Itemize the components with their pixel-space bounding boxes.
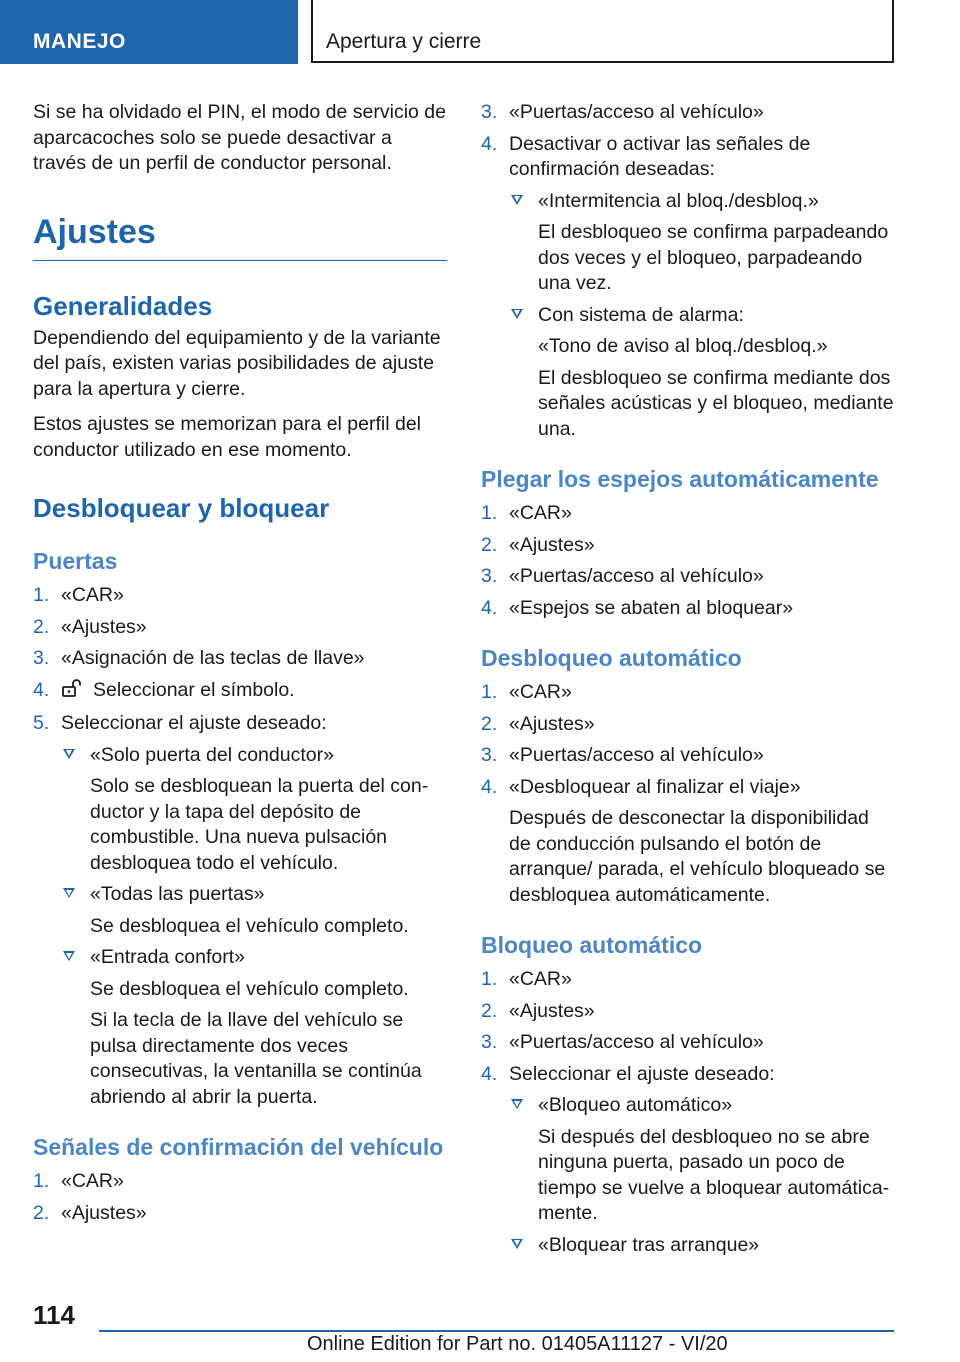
list-item: 1. «CAR»: [481, 968, 572, 990]
triangle-bullet-icon: [511, 309, 523, 319]
page-number: 114: [33, 1300, 75, 1330]
list-item: 1. «CAR»: [481, 681, 572, 703]
senales-steps-part1: [33, 1169, 447, 1226]
heading-generalidades: Generalidades: [33, 290, 213, 321]
heading-ajustes: Ajustes: [33, 213, 447, 261]
list-item: 1. «CAR»: [33, 1170, 124, 1192]
unlock-icon: [61, 678, 83, 706]
section-title: Apertura y cierre: [326, 30, 482, 53]
triangle-bullet-icon: [63, 951, 75, 961]
list-item: 2. «Ajustes»: [481, 533, 595, 556]
footer-divider: [99, 1330, 894, 1332]
list-item: 5. Seleccionar el ajuste deseado: «Solo puerta del conductor» Solo se desbloquean la puerta del conductor y la tapa del depósito de combustible. Una nueva pulsación desbloquea todo el vehículo. «Todas las puertas» Se desbloquea el vehículo completo. «Entrada confort» Se desbloquea el vehículo completo. Si la tecla de la llave del vehículo se pulsa directamente dos veces consecutivas, la ventanilla se continúa abriendo al abrir la puerta.: [33, 711, 447, 1110]
left-column: [33, 100, 447, 1232]
list-item: 4. «Espejos se abaten al bloquear»: [481, 596, 794, 619]
list-item: 4. Desactivar o activar las señales de confirmación deseadas: «Intermitencia al bloq./desbloq.» El desbloqueo se confirma parpadeando dos veces y el bloqueo, parpadeando una vez. Con sistema de alarma: «Tono de aviso al bloq./desbloq.» El desbloqueo se confirma mediante dos señales acústicas y el bloqueo, mediante una.: [481, 132, 895, 443]
heading-senales-confirmacion: Señales de confirmación del vehículo: [33, 1134, 444, 1160]
bloqueo-auto-options: [509, 1093, 895, 1258]
puertas-options: [61, 743, 447, 1111]
list-item: 3. «Puertas/acceso al vehículo»: [481, 744, 764, 766]
list-item: Con sistema de alarma: «Tono de aviso al bloq./desbloq.» El desbloqueo se confirma mediante dos señales acústicas y el bloqueo, mediante una.: [509, 303, 895, 443]
heading-desbloquear-bloquear: Desbloquear y bloquear: [33, 493, 330, 523]
list-item: «Intermitencia al bloq./desbloq.» El desbloqueo se confirma parpadeando dos veces y el bloqueo, parpadeando una vez.: [509, 189, 895, 297]
bloqueo-auto-steps: [481, 967, 895, 1258]
heading-desbloqueo-automatico: Desbloqueo automático: [481, 645, 742, 671]
list-item: «Bloqueo automático» Si después del desbloqueo no se abre ninguna puerta, pasado un poco de tiempo se vuelve a bloquear automáticamente.: [509, 1093, 895, 1227]
list-item: 2. «Ajustes»: [33, 615, 147, 638]
list-item: 2. «Ajustes»: [481, 999, 595, 1022]
list-item: 2. «Ajustes»: [481, 712, 595, 735]
espejos-steps: [481, 501, 895, 621]
triangle-bullet-icon: [511, 1239, 523, 1249]
chapter-title: MANEJO: [33, 30, 126, 53]
generalidades-paragraph-1: Dependiendo del equipamiento y de la variante del país, existen varias posibilidades de ajuste para la apertura y cierre.: [33, 326, 441, 400]
list-item: 2. «Ajustes»: [33, 1201, 147, 1224]
list-item: 3. «Asignación de las teclas de llave»: [33, 647, 365, 669]
list-item: 3. «Puertas/acceso al vehículo»: [481, 1031, 764, 1053]
list-item: 4. «Desbloquear al finalizar el viaje» Después de desconectar la disponibilidad de conducción pulsando el botón de arranque/ parada, el vehículo bloqueado se desbloquea automáticamente.: [481, 775, 886, 906]
list-item: «Todas las puertas» Se desbloquea el vehículo completo.: [61, 882, 447, 939]
triangle-bullet-icon: [511, 1099, 523, 1109]
list-item: 3. «Puertas/acceso al vehículo»: [481, 565, 764, 587]
list-item: «Entrada confort» Se desbloquea el vehículo completo. Si la tecla de la llave del vehículo se pulsa directamente dos veces consecutivas, la ventanilla se continúa abriendo al abrir la puerta.: [61, 945, 447, 1110]
list-item: «Bloquear tras arranque»: [509, 1233, 895, 1259]
heading-plegar-espejos: Plegar los espejos automáticamente: [481, 466, 879, 492]
intro-paragraph: Si se ha olvidado el PIN, el modo de servicio de aparcacoches solo se puede desactivar a través de un perfil de conductor personal.: [33, 101, 446, 174]
generalidades-paragraph-2: Estos ajustes se memorizan para el perfil del conductor utilizado en ese momento.: [33, 413, 422, 461]
list-item: 3. «Puertas/acceso al vehículo»: [481, 101, 764, 123]
section-header: [311, 0, 894, 63]
chapter-tab: [0, 0, 298, 64]
heading-puertas: Puertas: [33, 548, 118, 574]
desbloqueo-auto-steps: [481, 680, 895, 908]
puertas-steps: [33, 583, 447, 1110]
list-item: 1. «CAR»: [33, 584, 124, 606]
edition-note: Online Edition for Part no. 01405A11127 - VI/20: [307, 1333, 728, 1355]
list-item: 4. Seleccionar el símbolo.: [33, 678, 447, 706]
heading-bloqueo-automatico: Bloqueo automático: [481, 932, 703, 958]
triangle-bullet-icon: [511, 195, 523, 205]
triangle-bullet-icon: [63, 888, 75, 898]
list-item: 4. Seleccionar el ajuste deseado: «Bloqueo automático» Si después del desbloqueo no se abre ninguna puerta, pasado un poco de tiempo se vuelve a bloquear automáticamente. «Bloquear tras arranque»: [481, 1062, 895, 1259]
list-item: 1. «CAR»: [481, 502, 572, 524]
right-column: [481, 100, 895, 1264]
list-item: «Solo puerta del conductor» Solo se desbloquean la puerta del conductor y la tapa del depósito de combustible. Una nueva pulsación desbloquea todo el vehículo.: [61, 743, 447, 877]
senales-steps-part2: [481, 100, 895, 442]
triangle-bullet-icon: [63, 749, 75, 759]
senales-options: [509, 189, 895, 443]
